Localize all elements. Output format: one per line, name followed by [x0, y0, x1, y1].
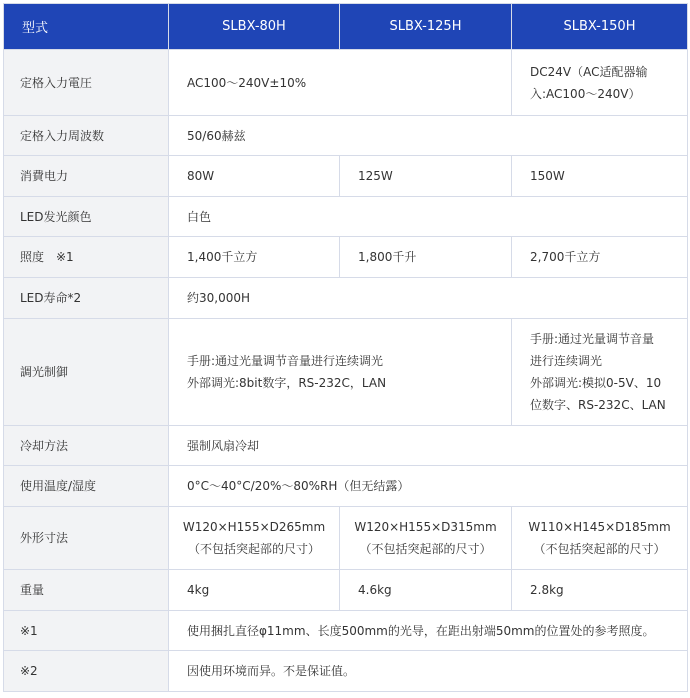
- voltage-150-line1: DC24V（AC适配器输: [530, 64, 648, 79]
- voltage-150: [512, 50, 688, 116]
- color-value: 白色: [169, 197, 688, 237]
- dimensions-125-line1: W120×H155×D315mm: [354, 520, 497, 534]
- dimming-150: [512, 319, 688, 426]
- label-note1: ※1: [4, 611, 169, 651]
- row-life: [4, 278, 688, 319]
- row-note2: [4, 651, 688, 692]
- row-note1: [4, 611, 688, 651]
- header-slbx-80h: SLBX-80H: [169, 4, 340, 50]
- note1-value: 使用捆扎直径φ11mm、长度500mm的光导，在距出射端50mm的位置处的参考照度。: [169, 611, 688, 651]
- dimensions-150: [512, 507, 688, 570]
- illuminance-125: 1,800千升: [340, 237, 512, 278]
- label-voltage: 定格入力電圧: [4, 50, 169, 116]
- dimming-150-line4: 位数字、RS-232C、LAN: [530, 398, 666, 412]
- row-voltage: [4, 50, 688, 116]
- weight-150: 2.8kg: [512, 570, 688, 611]
- weight-80: 4kg: [169, 570, 340, 611]
- power-125: 125W: [340, 156, 512, 197]
- dimensions-150-line2: （不包括突起部的尺寸）: [533, 542, 666, 556]
- dimming-80-125-line1: 手册:通过光量调节音量进行连续调光: [187, 354, 384, 368]
- spec-table: [3, 3, 688, 692]
- row-temp: [4, 466, 688, 507]
- temp-value: 0°C～40°C/20%～80%RH（但无结露）: [169, 466, 688, 507]
- label-life: LED寿命*2: [4, 278, 169, 319]
- dimming-150-line2: 进行连续调光: [530, 354, 603, 368]
- label-temp: 使用温度/湿度: [4, 466, 169, 507]
- weight-125: 4.6kg: [340, 570, 512, 611]
- header-model: 型式: [4, 4, 169, 50]
- dimensions-80-line1: W120×H155×D265mm: [182, 520, 326, 534]
- label-color: LED发光颜色: [4, 197, 169, 237]
- label-illuminance: 照度 ※1: [4, 237, 169, 278]
- dimming-80-125-line2: 外部调光:8bit数字，RS-232C，LAN: [187, 376, 387, 390]
- row-dimensions: [4, 507, 688, 570]
- cooling-value: 强制风扇冷却: [169, 426, 688, 466]
- row-cooling: [4, 426, 688, 466]
- header-row: [4, 4, 688, 50]
- dimensions-80: [169, 507, 340, 570]
- header-slbx-125h: SLBX-125H: [340, 4, 512, 50]
- voltage-80-125: AC100～240V±10%: [169, 50, 512, 116]
- dimensions-125: [340, 507, 512, 570]
- dimensions-150-line1: W110×H145×D185mm: [528, 520, 671, 534]
- label-cooling: 冷却方法: [4, 426, 169, 466]
- illuminance-150: 2,700千立方: [512, 237, 688, 278]
- row-dimming: [4, 319, 688, 426]
- dimensions-125-line2: （不包括突起部的尺寸）: [359, 542, 492, 556]
- label-dimming: 調光制御: [4, 319, 169, 426]
- header-slbx-150h: SLBX-150H: [512, 4, 688, 50]
- dimensions-80-line2: （不包括突起部的尺寸）: [187, 542, 320, 556]
- power-80: 80W: [169, 156, 340, 197]
- row-weight: [4, 570, 688, 611]
- row-color: [4, 197, 688, 237]
- row-power: [4, 156, 688, 197]
- power-150: 150W: [512, 156, 688, 197]
- label-power: 消費电力: [4, 156, 169, 197]
- label-weight: 重量: [4, 570, 169, 611]
- life-value: 约30,000H: [169, 278, 688, 319]
- label-note2: ※2: [4, 651, 169, 692]
- row-frequency: [4, 116, 688, 156]
- label-frequency: 定格入力周波数: [4, 116, 169, 156]
- row-illuminance: [4, 237, 688, 278]
- dimming-80-125: [169, 319, 512, 426]
- label-dimensions: 外形寸法: [4, 507, 169, 570]
- illuminance-80: 1,400千立方: [169, 237, 340, 278]
- dimming-150-line3: 外部调光:模拟0-5V、10: [530, 376, 662, 390]
- frequency-value: 50/60赫兹: [169, 116, 688, 156]
- note2-value: 因使用环境而异。不是保证值。: [169, 651, 688, 692]
- dimming-150-line1: 手册:通过光量调节音量: [530, 332, 655, 346]
- voltage-150-line2: 入:AC100～240V）: [530, 86, 641, 101]
